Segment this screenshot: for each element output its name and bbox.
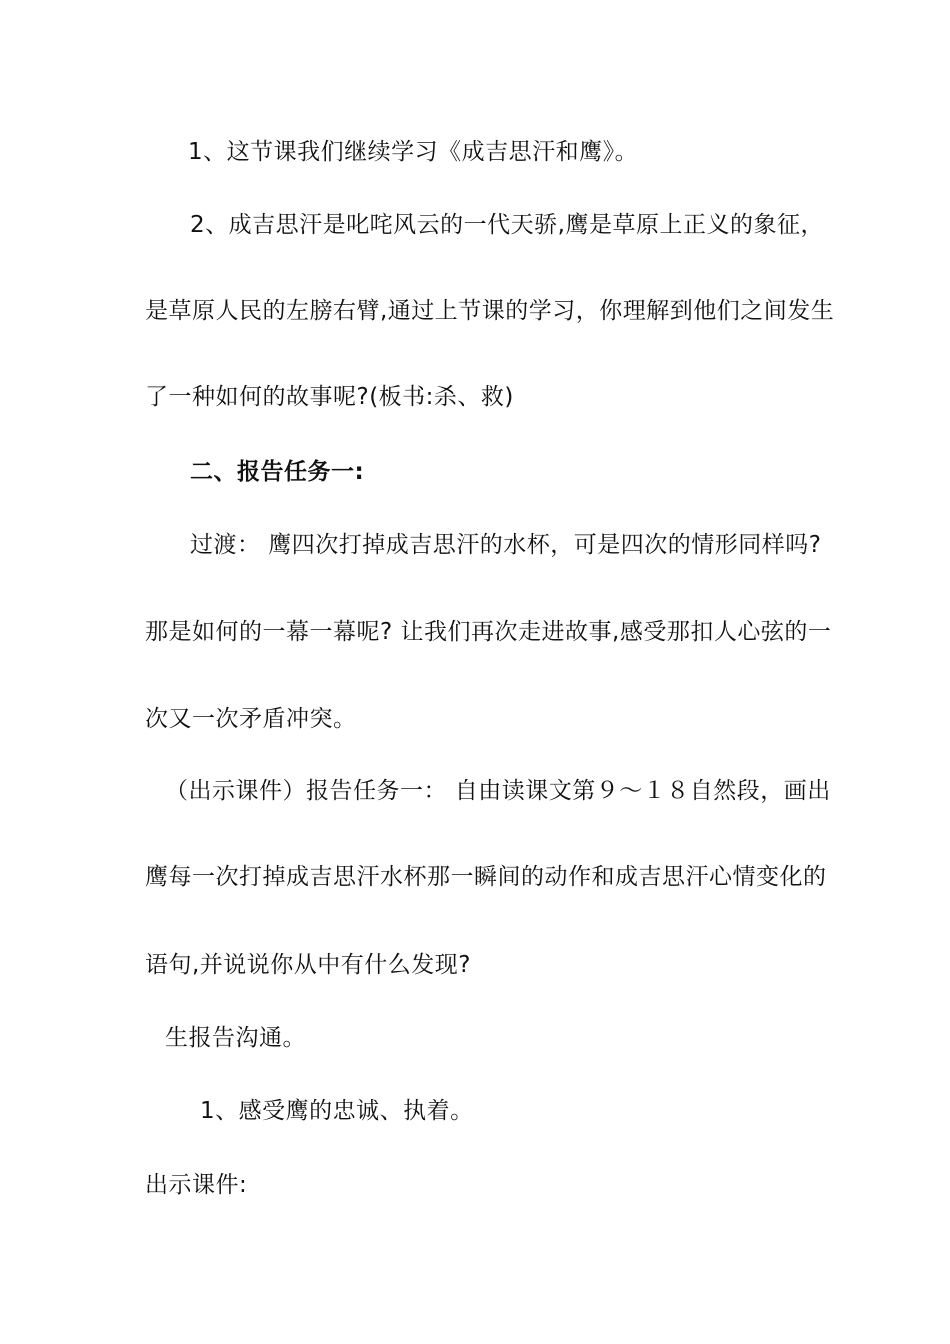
paragraph-line-8: 次又一次矛盾冲突。 [145,706,357,732]
paragraph-line-9: （出示课件）报告任务一： 自由读课文第９～１８自然段，画出 [165,778,831,804]
paragraph-line-11: 语句,并说说你从中有什么发现? [145,952,472,978]
paragraph-line-12: 生报告沟通。 [165,1025,306,1051]
paragraph-line-2: 2、成吉思汗是叱咤风云的一代天骄,鹰是草原上正义的象征， [190,212,824,238]
paragraph-line-13: 1、感受鹰的忠诚、执着。 [200,1098,474,1124]
paragraph-line-10: 鹰每一次打掉成吉思汗水杯那一瞬间的动作和成吉思汗心情变化的 [145,864,827,890]
paragraph-line-4: 了一种如何的故事呢?(板书:杀、救) [145,384,514,410]
paragraph-line-14: 出示课件: [145,1172,248,1198]
paragraph-line-1: 1、这节课我们继续学习《成吉思汗和鹰》。 [188,139,639,165]
paragraph-line-7: 那是如何的一幕一幕呢? 让我们再次走进故事,感受那扣人心弦的一 [145,619,832,645]
paragraph-line-6: 过渡： 鹰四次打掉成吉思汗的水杯，可是四次的情形同样吗? [190,532,822,558]
section-heading: 二、报告任务一: [190,459,365,485]
paragraph-line-3: 是草原人民的左膀右臂,通过上节课的学习，你理解到他们之间发生 [145,298,835,324]
